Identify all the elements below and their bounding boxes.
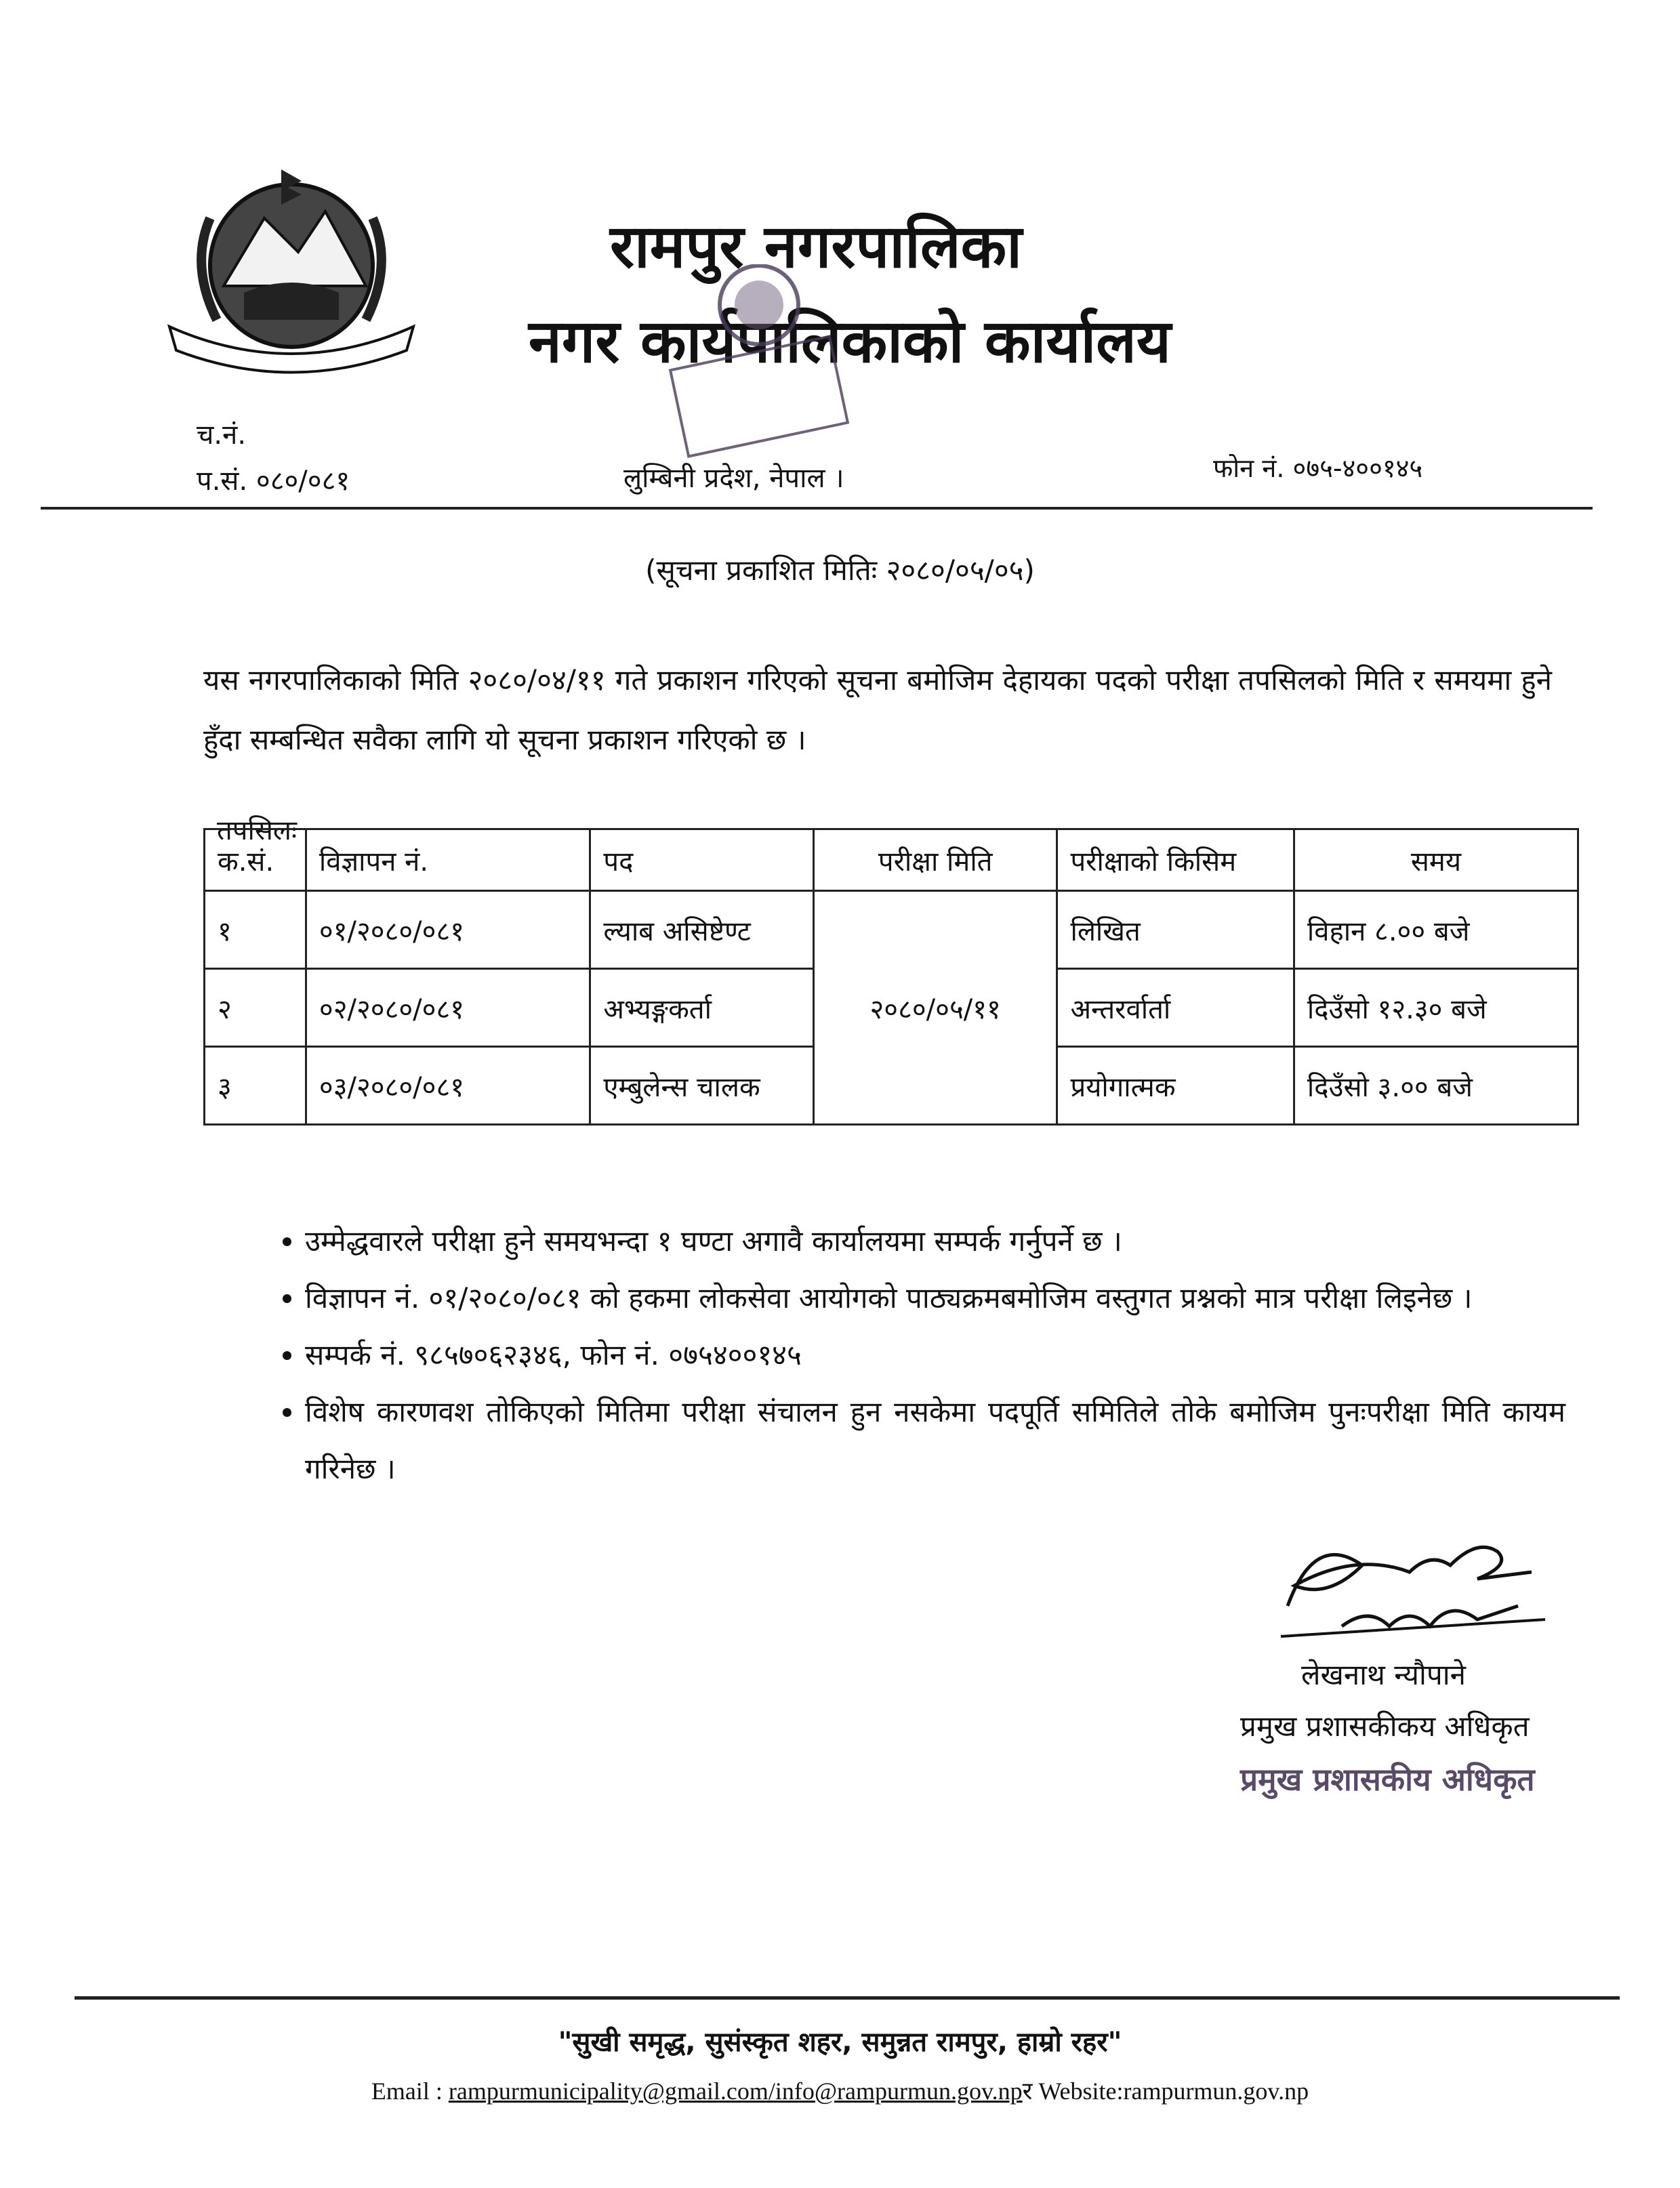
serial-cell: २ [205, 969, 306, 1047]
serial-cell: १ [205, 891, 306, 969]
office-title: रामपुर नगरपालिका [610, 211, 1023, 281]
office-address: लुम्बिनी प्रदेश, नेपाल । [623, 463, 844, 494]
exam-schedule-table [203, 828, 1579, 1126]
ad-number-cell: ०१/२०८०/०८१ [306, 891, 590, 969]
letter-number-label: च.नं. [197, 419, 247, 451]
office-subtitle: नगर कार्यपालिकाको कार्यालय [529, 306, 1171, 376]
exam-time-cell: विहान ८.०० बजे [1294, 891, 1578, 969]
column-header: पद [590, 829, 814, 891]
list-item: • विज्ञापन नं. ०१/२०८०/०८१ को हकमा लोकसेवा आयोगको पाठ्यक्रमबमोजिम वस्तुगत प्रश्नको मात्र परीक्षा लिइनेछ । [305, 1270, 1565, 1327]
list-item: • सम्पर्क नं. ९८५७०६२३४६, फोन नं. ०७५४००१४५ [305, 1327, 1565, 1384]
notice-published-date: (सूचना प्रकाशित मितिः २०८०/०५/०५) [645, 554, 1035, 587]
nepal-emblem-logo [163, 157, 420, 381]
notice-body: यस नगरपालिकाको मिति २०८०/०४/११ गते प्रकाशन गरिएको सूचना बमोजिम देहायका पदको परीक्षा तपसिलको मिति र समयमा हुने हुँदा सम्बन्धित सवैका लागि यो सूचना प्रकाशन गरिएको छ । [203, 663, 1552, 756]
column-header: क.सं. [205, 829, 306, 891]
header-divider [41, 507, 1593, 510]
post-cell: ल्याब असिष्टेण्ट [590, 891, 814, 969]
exam-date-cell: २०८०/०५/११ [813, 891, 1057, 1125]
ad-number-cell: ०२/२०८०/०८१ [306, 969, 590, 1047]
office-phone: फोन नं. ०७५-४००१४५ [1213, 453, 1423, 483]
handwritten-signature [1274, 1525, 1559, 1647]
column-header: समय [1294, 829, 1578, 891]
office-stamp-seal [630, 264, 888, 481]
municipality-slogan: "सुखी समृद्ध, सुसंस्कृत शहर, समुन्नत रामपुर, हाम्रो रहर" [558, 2027, 1122, 2058]
list-item: • उम्मेद्धवारले परीक्षा हुने समयभन्दा १ घण्टा अगावै कार्यालयमा सम्पर्क गर्नुपर्ने छ । [305, 1213, 1565, 1270]
schedule-label: तपसिलः [217, 815, 298, 846]
post-cell: अभ्यङ्गकर्ता [590, 969, 814, 1047]
exam-type-cell: अन्तरर्वार्ता [1057, 969, 1294, 1047]
list-item: • विशेष कारणवश तोकिएको मितिमा परीक्षा संचालन हुन नसकेमा पदपूर्ति समितिले तोके बमोजिम पुनःपरीक्षा मिति कायम गरिनेछ । [305, 1384, 1565, 1498]
designation-stamp: प्रमुख प्रशासकीय अधिकृत [1240, 1761, 1535, 1798]
signatory-name: लेखनाथ न्यौपाने [1301, 1658, 1466, 1691]
website-link[interactable]: Website:rampurmun.gov.np [1038, 2078, 1309, 2105]
post-cell: एम्बुलेन्स चालक [590, 1047, 814, 1125]
column-header: परीक्षा मिति [813, 829, 1057, 891]
email-link[interactable]: rampurmunicipality@gmail.com/info@rampurmun.gov.np [448, 2078, 1023, 2105]
fiscal-year: प.सं. ०८०/०८१ [197, 466, 350, 497]
ad-number-cell: ०३/२०८०/०८१ [306, 1047, 590, 1125]
column-header: विज्ञापन नं. [306, 829, 590, 891]
footer-divider [75, 1996, 1620, 2000]
email-label: Email : [371, 2078, 443, 2105]
table-header-row [205, 829, 1578, 891]
footer-contact [0, 2073, 1680, 2107]
exam-time-cell: दिउँसो ३.०० बजे [1294, 1047, 1578, 1125]
serial-cell: ३ [205, 1047, 306, 1125]
exam-type-cell: लिखित [1057, 891, 1294, 969]
exam-type-cell: प्रयोगात्मक [1057, 1047, 1294, 1125]
column-header: परीक्षाको किसिम [1057, 829, 1294, 891]
exam-time-cell: दिउँसो १२.३० बजे [1294, 969, 1578, 1047]
signatory-designation: प्रमुख प्रशासकीकय अधिकृत [1240, 1710, 1530, 1743]
instructions-list [258, 1213, 1565, 1498]
email-suffix: र [1022, 2078, 1033, 2105]
table-row [205, 891, 1578, 969]
